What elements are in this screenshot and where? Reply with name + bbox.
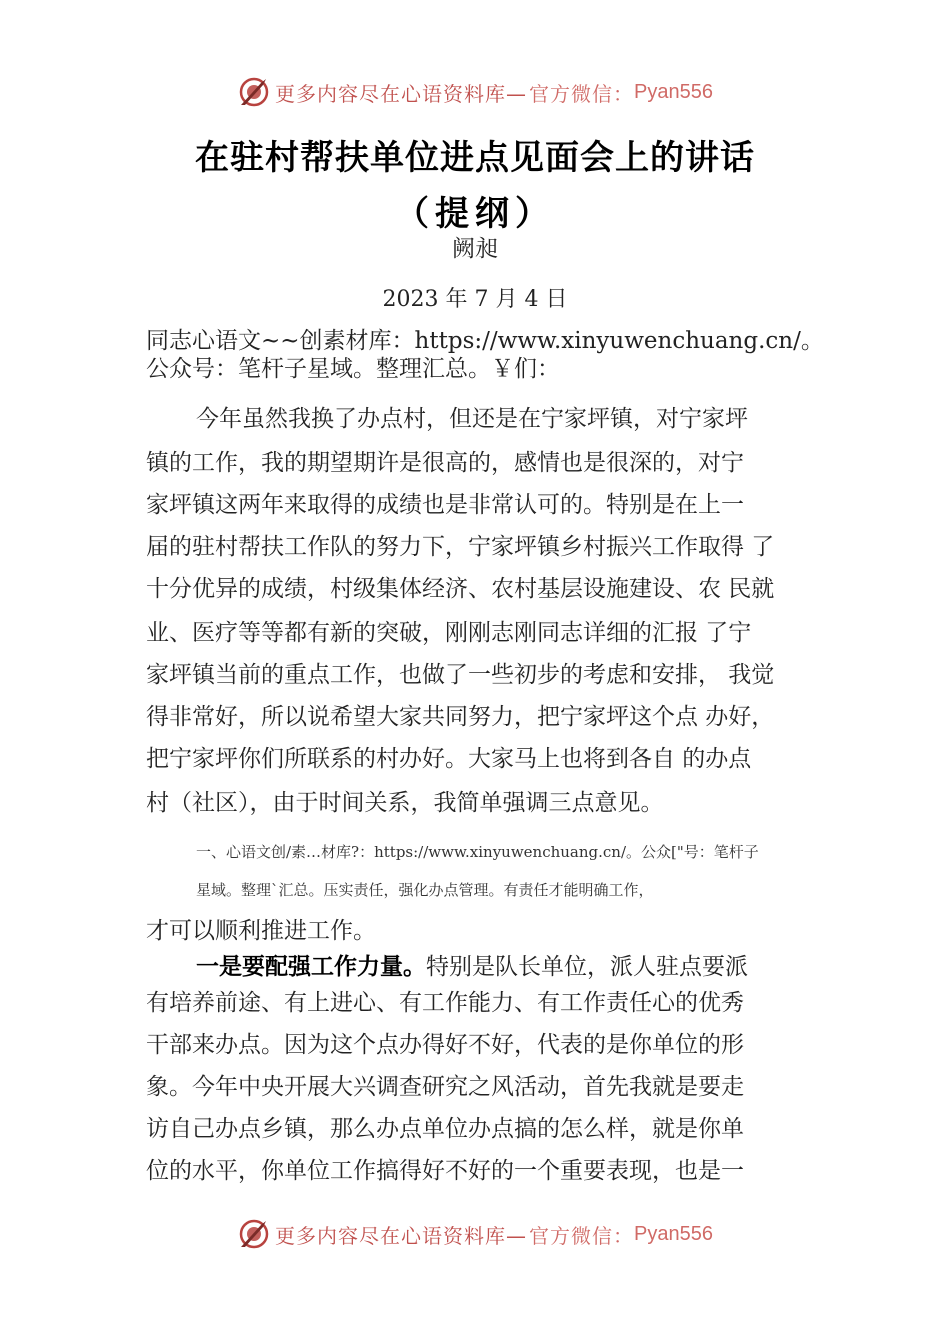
paragraph-line: 届的驻村帮扶工作队的努力下，宁家坪镇乡村振兴工作取得 了 xyxy=(146,534,775,560)
document-title: 在驻村帮扶单位进点见面会上的讲话 xyxy=(195,138,755,178)
header-line: 公众号：笔杆子星域。整理汇总。￥们： xyxy=(146,356,560,382)
banner-wechat-id: Pyan556 xyxy=(634,1222,713,1245)
paragraph-line: 镇的工作，我的期望期许是很高的，感情也是很深的，对宁 xyxy=(146,450,744,476)
paragraph-line: 有培养前途、有上进心、有工作能力、有工作责任心的优秀 xyxy=(146,990,744,1016)
banner-text: 更多内容尽在心语资料库— xyxy=(275,81,528,106)
paragraph-line: 家坪镇当前的重点工作，也做了一些初步的考虑和安排， 我觉 xyxy=(146,662,775,688)
paragraph-line: 业、医疗等等都有新的突破，刚刚志刚同志详细的汇报 了宁 xyxy=(146,620,752,646)
paragraph-line: 访自己办点乡镇，那么办点单位办点搞的怎么样，就是你单 xyxy=(146,1116,744,1142)
document-date: 2023 年 7 月 4 日 xyxy=(382,287,568,312)
paragraph-line: 干部来办点。因为这个点办得好不好，代表的是你单位的形 xyxy=(146,1032,744,1058)
banner-text: 更多内容尽在心语资料库— xyxy=(275,1223,528,1248)
paragraph-line: 十分优异的成绩，村级集体经济、农村基层设施建设、农 民就 xyxy=(146,576,775,602)
paragraph-line: 把宁家坪你们所联系的村办好。大家马上也将到各自 的办点 xyxy=(146,746,752,772)
small-line: 一、心语文创/素…材库?：https://www.xinyuwenchuang.cn/。公众["号：笔杆子 xyxy=(196,843,759,861)
header-banner xyxy=(0,72,950,112)
paragraph-line: 村（社区），由于时间关系，我简单强调三点意见。 xyxy=(146,790,664,816)
paragraph-line: 得非常好，所以说希望大家共同努力，把宁家坪这个点 办好， xyxy=(146,704,775,730)
banner-wechat-label: 官方微信： xyxy=(529,1223,635,1248)
banner-wechat-id: Pyan556 xyxy=(634,80,713,103)
banner-wechat-label: 官方微信： xyxy=(529,81,635,106)
paragraph-line: 家坪镇这两年来取得的成绩也是非常认可的。特别是在上一 xyxy=(146,492,744,518)
footer-banner xyxy=(0,1214,950,1254)
document-subtitle: （提纲） xyxy=(395,194,555,234)
paragraph-line xyxy=(196,952,748,982)
paragraph-line: 象。今年中央开展大兴调查研究之风活动，首先我就是要走 xyxy=(146,1074,744,1100)
quill-seal-icon xyxy=(237,1217,271,1251)
author-name: 阙昶 xyxy=(452,236,498,262)
paragraph-line: 今年虽然我换了办点村，但还是在宁家坪镇，对宁家坪 xyxy=(196,406,748,432)
small-line: 星域。整理`汇总。压实责任，强化办点管理。有责任才能明确工作， xyxy=(196,881,654,899)
paragraph-line: 才可以顺利推进工作。 xyxy=(146,918,376,944)
paragraph-line-rest: 特别是队长单位，派人驻点要派 xyxy=(426,954,748,980)
paragraph-lead: 一是要配强工作力量。 xyxy=(196,954,426,980)
paragraph-line: 位的水平，你单位工作搞得好不好的一个重要表现，也是一 xyxy=(146,1158,744,1184)
quill-seal-icon xyxy=(237,75,271,109)
header-line: 同志心语文~~创素材库：https://www.xinyuwenchuang.cn/。 xyxy=(146,328,824,354)
